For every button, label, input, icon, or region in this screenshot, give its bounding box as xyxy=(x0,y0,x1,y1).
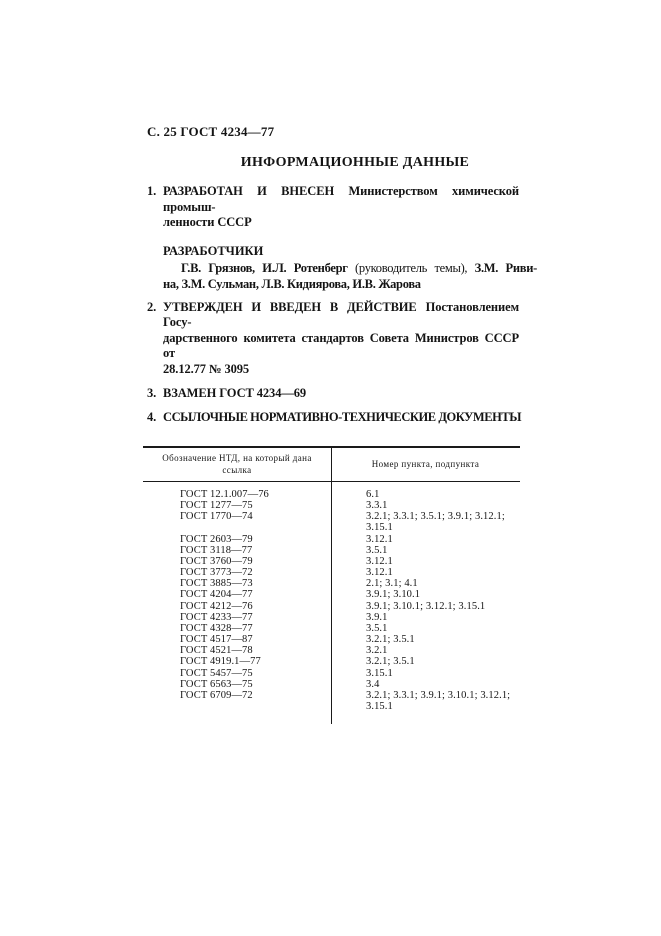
text-line: ССЫЛОЧНЫЕ НОРМАТИВНО-ТЕХНИЧЕСКИЕ ДОКУМЕНТЫ xyxy=(163,409,522,424)
section-number: 2. xyxy=(147,299,157,314)
developers-line-2: на, З.М. Сульман, Л.В. Кидиярова, И.В. Жарова xyxy=(163,277,421,291)
page-header: С. 25 ГОСТ 4234—77 xyxy=(147,124,275,139)
section-3 xyxy=(147,386,519,402)
clause-references: 3.9.1; 3.10.1 xyxy=(366,589,421,601)
clause-references: 3.9.1; 3.10.1; 3.12.1; 3.15.1 xyxy=(366,600,486,612)
section-2 xyxy=(147,300,519,378)
text-line: ленности СССР xyxy=(163,215,252,229)
section-1 xyxy=(147,184,519,231)
section-4 xyxy=(147,409,522,426)
gost-designation: ГОСТ 1277—75 xyxy=(180,500,253,512)
section-1-text xyxy=(163,184,519,231)
section-4-text xyxy=(163,409,522,426)
page-content xyxy=(147,124,537,724)
gost-designation: ГОСТ 3773—72 xyxy=(180,567,253,579)
developers-role-note: (руководитель темы), xyxy=(355,260,475,275)
clause-references: 3.2.1; 3.5.1 xyxy=(366,656,415,668)
gost-designation: ГОСТ 3760—79 xyxy=(180,555,253,567)
gost-designation: ГОСТ 5457—75 xyxy=(180,667,253,679)
gost-designation: ГОСТ 4517—87 xyxy=(180,634,253,646)
document-title: ИНФОРМАЦИОННЫЕ ДАННЫЕ xyxy=(240,155,470,170)
text-line: РАЗРАБОТАН И ВНЕСЕН Министерством химической промыш- xyxy=(163,184,519,214)
gost-designation: ГОСТ 6709—72 xyxy=(180,689,253,701)
text-line: 28.12.77 № 3095 xyxy=(163,361,250,376)
section-number: 3. xyxy=(147,386,157,400)
clause-references: 3.2.1; 3.3.1; 3.9.1; 3.10.1; 3.12.1; 3.15.1 xyxy=(366,689,511,712)
clause-references: 3.12.1 xyxy=(366,555,393,567)
clause-references: 3.2.1 xyxy=(366,645,388,657)
gost-designation: ГОСТ 4919.1—77 xyxy=(180,656,261,668)
clause-references: 3.12.1 xyxy=(366,567,393,579)
table-column-divider xyxy=(331,448,332,724)
section-2-text xyxy=(163,300,519,378)
gost-designation: ГОСТ 2603—79 xyxy=(180,533,253,545)
gost-designation: ГОСТ 4233—77 xyxy=(180,611,253,623)
clause-references: 3.2.1; 3.3.1; 3.5.1; 3.9.1; 3.12.1; 3.15.1 xyxy=(366,511,505,534)
developers-heading: РАЗРАБОТЧИКИ xyxy=(163,243,264,258)
developer-names-bold: З.М. Риви- xyxy=(474,260,537,275)
gost-designation: ГОСТ 12.1.007—76 xyxy=(180,489,269,500)
gost-designation: ГОСТ 1770—74 xyxy=(180,511,253,523)
gost-designation: ГОСТ 3118—77 xyxy=(180,544,253,556)
clause-references: 3.12.1 xyxy=(366,533,393,545)
clause-references: 3.9.1 xyxy=(366,611,388,623)
developers-line-1 xyxy=(163,260,537,277)
text-line: УТВЕРЖДЕН И ВВЕДЕН В ДЕЙСТВИЕ Постановлением Госу- xyxy=(163,299,519,329)
column-header-clause: Номер пункта, подпункта xyxy=(371,458,480,469)
clause-references: 3.15.1 xyxy=(366,667,393,679)
gost-designation: ГОСТ 4328—77 xyxy=(180,622,253,634)
clause-references: 2.1; 3.1; 4.1 xyxy=(366,578,418,590)
section-number: 4. xyxy=(147,409,157,424)
clause-references: 3.5.1 xyxy=(366,622,388,634)
clause-references: 3.4 xyxy=(366,678,380,690)
developer-names-bold: Г.В. Грязнов, И.Л. Ротенберг xyxy=(181,260,356,275)
clause-references: 3.5.1 xyxy=(366,544,388,556)
text-line: дарственного комитета стандартов Совета Министров СССР от xyxy=(163,330,519,360)
clause-references: 6.1 xyxy=(366,489,380,500)
gost-designation: ГОСТ 4521—78 xyxy=(180,645,253,657)
developers-paragraph xyxy=(147,260,537,293)
clause-references: 3.3.1 xyxy=(366,500,388,512)
section-3-text xyxy=(163,386,519,402)
text-line: ВЗАМЕН ГОСТ 4234—69 xyxy=(163,386,307,400)
gost-designation: ГОСТ 3885—73 xyxy=(180,578,253,590)
gost-designation: ГОСТ 6563—75 xyxy=(180,678,253,690)
gost-designation: ГОСТ 4204—77 xyxy=(180,589,253,601)
section-number: 1. xyxy=(147,184,157,198)
column-header-ntd: Обозначение НТД, на который дана ссылка xyxy=(162,453,312,475)
references-table xyxy=(143,446,520,724)
clause-references: 3.2.1; 3.5.1 xyxy=(366,634,415,646)
gost-designation: ГОСТ 4212—76 xyxy=(180,600,253,612)
